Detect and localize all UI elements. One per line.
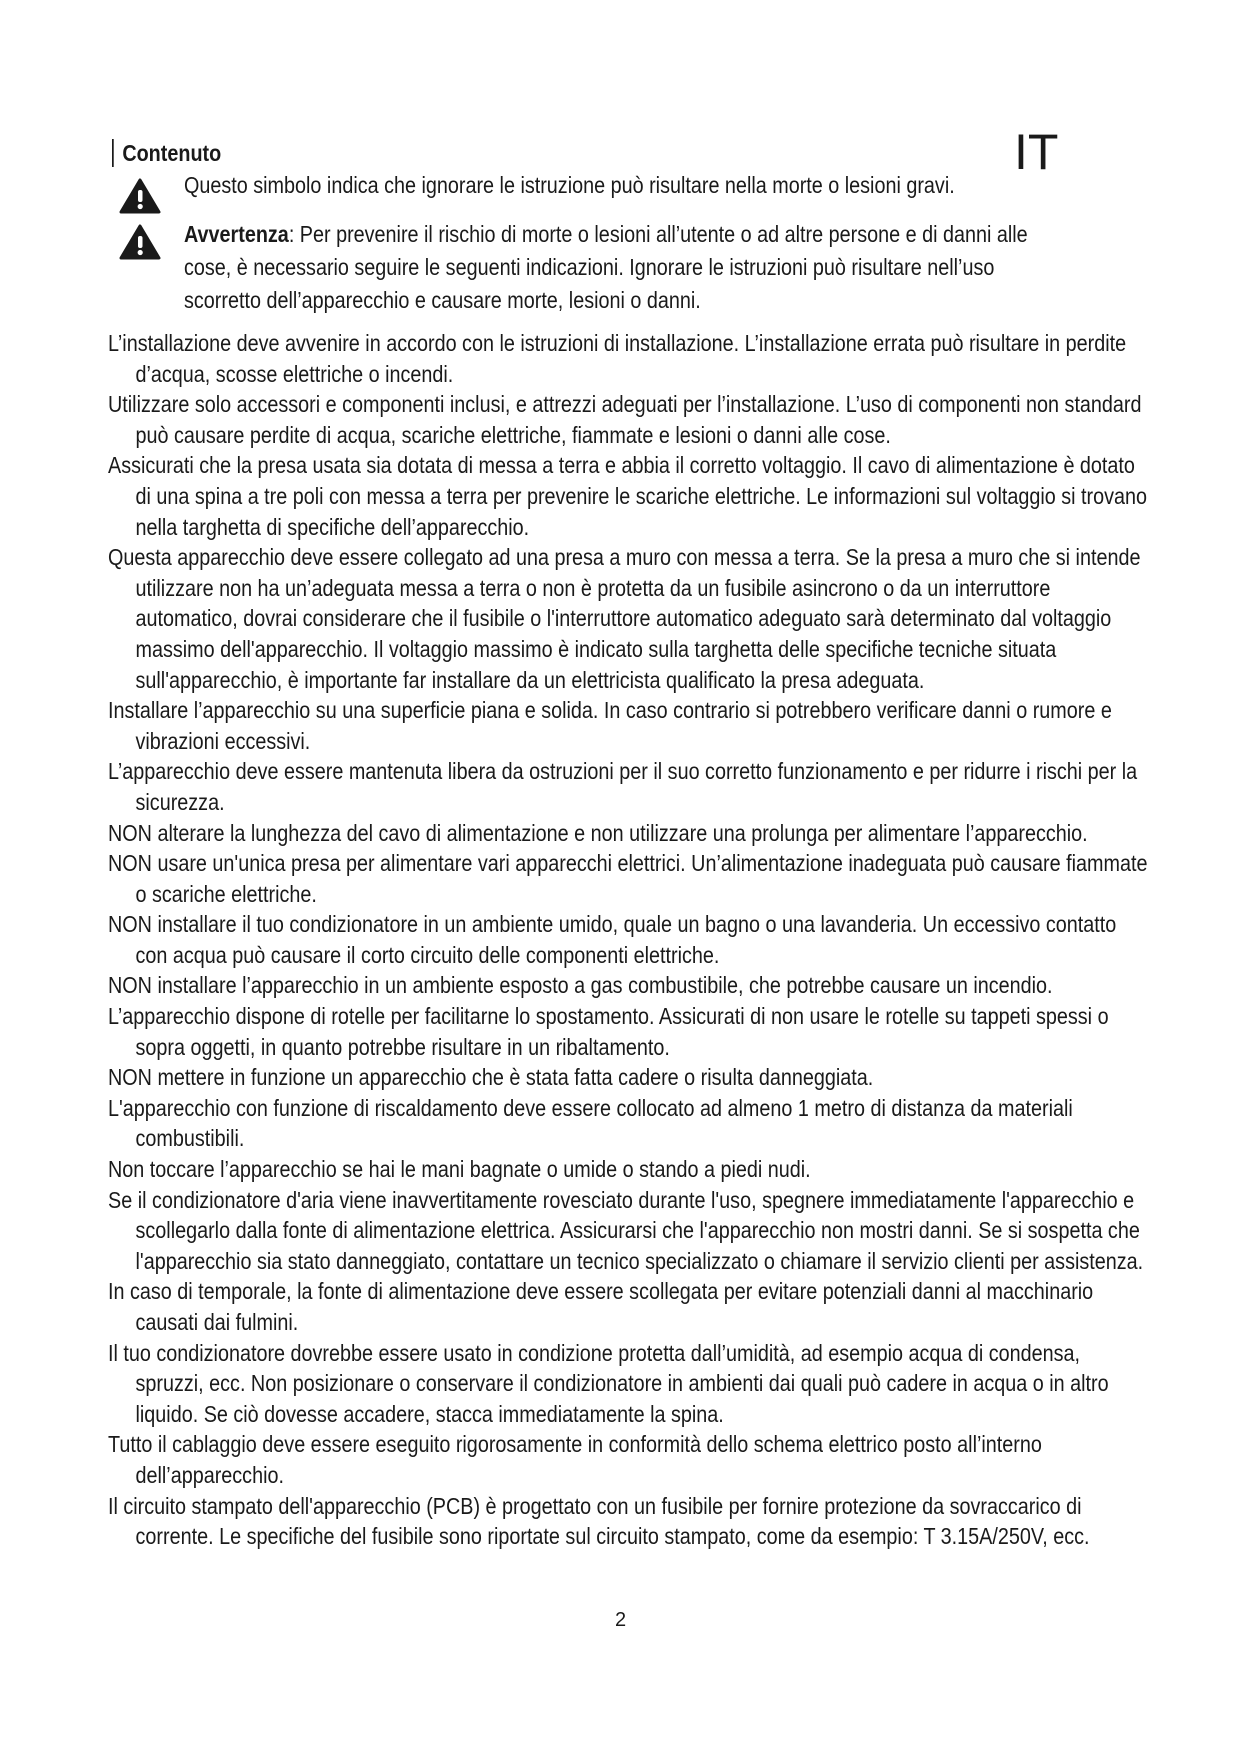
- warning-text: : Per prevenire il rischio di morte o lesioni all’utente o ad altre persone e di danni alle cose, è necessario seguire le seguenti indicazioni. Ignorare le istruzioni può risultare nell’uso scorretto dell’apparecchio e causare morte, lesioni o danni.: [184, 221, 1028, 313]
- instruction-item: Il circuito stampato dell'apparecchio (PCB) è progettato con un fusibile per fornire protezione da sovraccarico di corrente. Le specifiche del fusibile sono riportate sul circuito stampato, come da esempio: T 3.15A/250V, ecc.: [108, 1492, 1090, 1550]
- instruction-item: NON alterare la lunghezza del cavo di alimentazione e non utilizzare una prolunga per alimentare l’apparecchio.: [108, 819, 1088, 846]
- instruction-item: Tutto il cablaggio deve essere eseguito rigorosamente in conformità dello schema elettrico posto all’interno dell’apparecchio.: [108, 1431, 1042, 1488]
- instruction-item: Assicurati che la presa usata sia dotata di messa a terra e abbia il corretto voltaggio. Il cavo di alimentazione è dotato di una spina a tre poli con messa a terra per prevenire le scariche elettriche. Le informazioni sul voltaggio si trovano nella targhetta di specifiche dell’apparecchio.: [108, 452, 1148, 540]
- warning-triangle-icon: [119, 178, 161, 214]
- instruction-item: NON usare un'unica presa per alimentare vari apparecchi elettrici. Un’alimentazione inadeguata può causare fiammate o scariche elettriche.: [108, 850, 1148, 907]
- instruction-item: Se il condizionatore d'aria viene inavvertitamente rovesciato durante l'uso, spegnere immediatamente l'apparecchio e scollegarlo dalla fonte di alimentazione elettrica. Assicurarsi che l'apparecchio non mostri danni. Se si sospetta che l'apparecchio sia stato danneggiato, contattare un tecnico specializzato o chiamare il servizio clienti per assistenza.: [108, 1186, 1144, 1274]
- warning-triangle-icon: [119, 224, 161, 260]
- warning-text-1: Questo simbolo indica che ignorare le istruzione può risultare nella morte o lesioni gravi.: [184, 172, 955, 198]
- instruction-item: NON installare il tuo condizionatore in un ambiente umido, quale un bagno o una lavanderia. Un eccessivo contatto con acqua può causare il corto circuito delle componenti elettriche.: [108, 911, 1117, 968]
- instruction-item: L’apparecchio deve essere mantenuta libera da ostruzioni per il suo corretto funzionamento e per ridurre i rischi per la sicurezza.: [108, 758, 1138, 815]
- instruction-item: Il tuo condizionatore dovrebbe essere usato in condizione protetta dall’umidità, ad esempio acqua di condensa, spruzzi, ecc. Non posizionare o conservare il condizionatore in ambienti dai quali può cadere in acqua o in altro liquido. Se ciò dovesse accadere, stacca immediatamente la spina.: [108, 1339, 1109, 1427]
- instruction-item: L'apparecchio con funzione di riscaldamento deve essere collocato ad almeno 1 metro di distanza da materiali combustibili.: [108, 1094, 1073, 1152]
- language-code: IT: [1014, 124, 1059, 180]
- instruction-item: Utilizzare solo accessori e componenti inclusi, e attrezzi adeguati per l’installazione. L’uso di componenti non standard può causare perdite di acqua, scariche elettriche, fiammate e lesioni o danni alle cose.: [108, 391, 1142, 448]
- instruction-item: L’apparecchio dispone di rotelle per facilitarne lo spostamento. Assicurati di non usare le rotelle su tappeti spessi o sopra oggetti, in quanto potrebbe risultare in un ribaltamento.: [108, 1003, 1109, 1060]
- warning-text-2: [184, 218, 1070, 317]
- instruction-item: Installare l’apparecchio su una superficie piana e solida. In caso contrario si potrebbero verificare danni o rumore e vibrazioni eccessivi.: [108, 697, 1112, 754]
- instruction-item: NON installare l’apparecchio in un ambiente esposto a gas combustibile, che potrebbe causare un incendio.: [108, 972, 1053, 999]
- instruction-item: In caso di temporale, la fonte di alimentazione deve essere scollegata per evitare potenziali danni al macchinario causati dai fulmini.: [108, 1278, 1094, 1335]
- section-title: Contenuto: [112, 139, 221, 167]
- page-number: 2: [614, 1609, 627, 1631]
- instruction-list: [108, 328, 1153, 1552]
- instruction-item: Questa apparecchio deve essere collegato ad una presa a muro con messa a terra. Se la presa a muro che si intende utilizzare non ha un’adeguata messa a terra o non è protetta da un fusibile asincrono o da un interruttore automatico, dovrai considerare che il fusibile o l'interruttore automatico adeguato sarà determinato dal voltaggio massimo dell'apparecchio. Il voltaggio massimo è indicato sulla targhetta delle specifiche tecniche situata sull'apparecchio, è importante far installare da un elettricista qualificato la presa adeguata.: [108, 544, 1141, 693]
- warning-label: Avvertenza: [184, 221, 289, 247]
- instruction-item: L’installazione deve avvenire in accordo con le istruzioni di installazione. L’installazione errata può risultare in perdite d’acqua, scosse elettriche o incendi.: [108, 330, 1127, 387]
- instruction-item: Non toccare l’apparecchio se hai le mani bagnate o umide o stando a piedi nudi.: [108, 1156, 811, 1183]
- instruction-item: NON mettere in funzione un apparecchio che è stata fatta cadere o risulta danneggiata.: [108, 1064, 874, 1091]
